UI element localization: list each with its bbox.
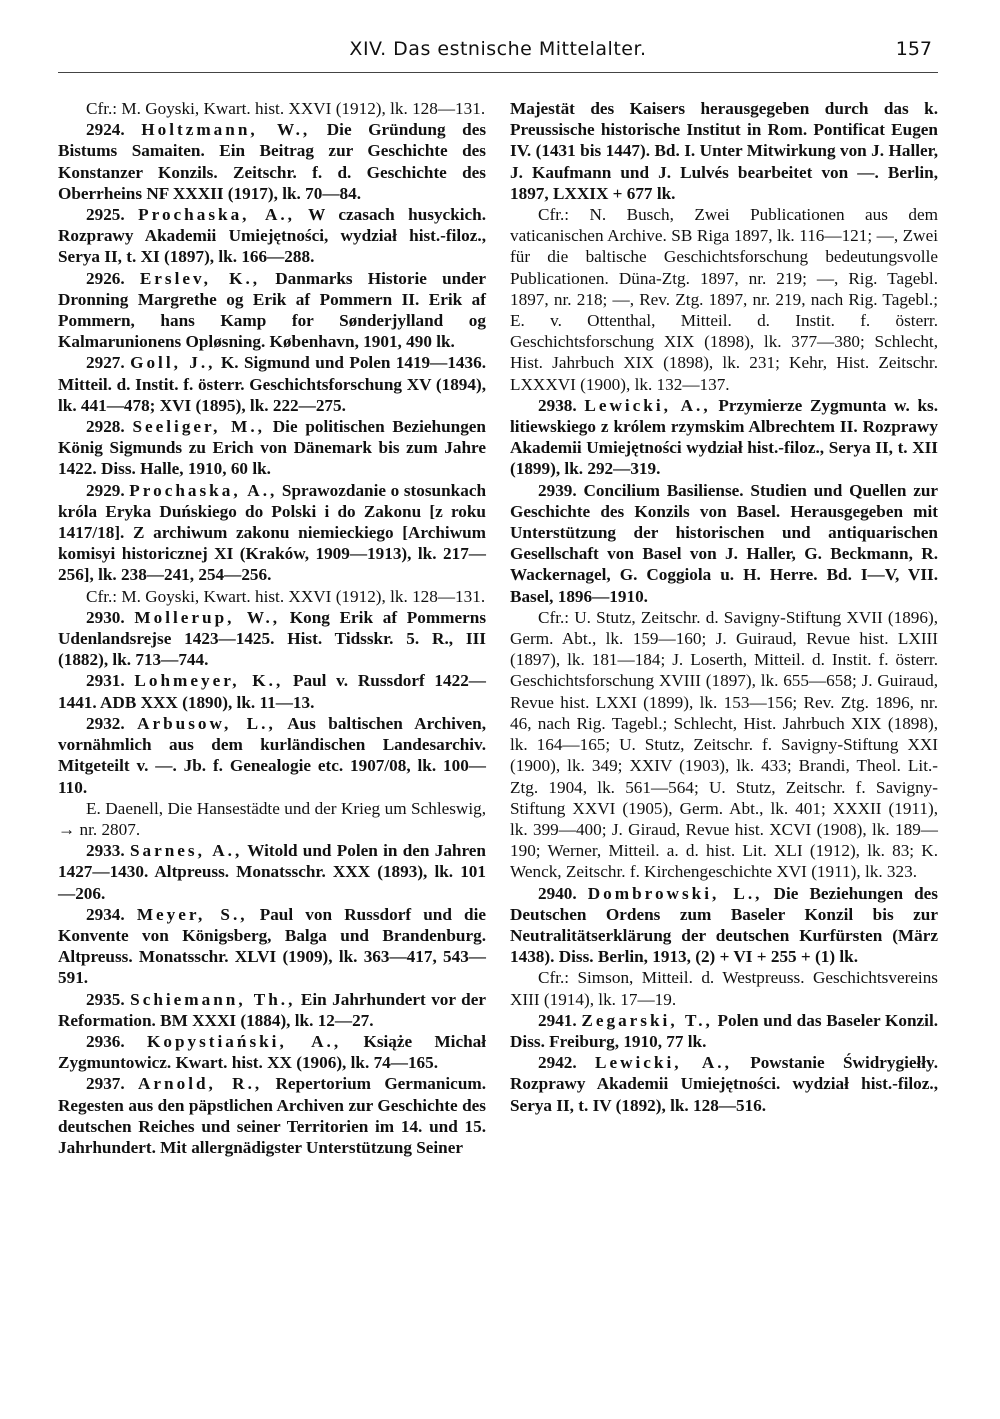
note-paragraph — [510, 967, 938, 1009]
entry-text: Danmarks Historie under Dronning Margrethe og Erik af Pommern II. Erik af Pommern, hans Kamp for Sønderjylland og Kalmarunionens Opløsning. København, 1901, 490 lk. — [58, 268, 487, 352]
bibliography-entry — [58, 416, 486, 480]
bibliography-entry — [58, 352, 486, 416]
entry-number: 2927. — [86, 353, 125, 373]
entry-author: Seeliger, M., — [132, 417, 265, 437]
entry-author: Dombrowski, L., — [587, 883, 763, 903]
entry-text: Repertorium Germanicum. Regesten aus den päpstlichen Archiven zur Geschichte des deutschen Reiches und seiner Territorien im 14. und 15. Jahrhundert. Mit allergnädigster Unterstützung Seiner — [58, 1074, 486, 1157]
note-paragraph — [510, 204, 938, 395]
entry-text: Aus baltischen Archiven, vornähmlich aus dem kurländischen Landesarchiv. Mitgeteilt v. —. Jb. f. Genealogie etc. 1907/08, lk. 100—110. — [58, 713, 486, 797]
entry-author: Zegarski, T., — [581, 1010, 713, 1030]
bibliography-entry — [58, 204, 486, 268]
entry-author: Goll, J., — [130, 353, 216, 373]
entry-author: Lewicki, A., — [594, 1053, 732, 1073]
note-paragraph — [58, 586, 486, 607]
bibliography-entry — [510, 1052, 938, 1116]
entry-author: Schiemann, Th., — [130, 989, 296, 1009]
bibliography-entry — [58, 840, 486, 904]
entry-text: Powstanie Świdrygiełły. Rozprawy Akademii Umiejętności. wydział hist.-filoz., Serya II, t. IV (1892), lk. 128—516. — [510, 1053, 938, 1115]
bibliography-entry — [510, 480, 938, 607]
bibliography-entry — [58, 904, 486, 989]
entry-text: Przymierze Zygmunta w. ks. litiewskiego z królem rzymskim Albrechtem II. Rozprawy Akademii Umiejętności wydział hist.-filoz., Serya II, t. XII (1899), lk. 292—319. — [510, 395, 939, 479]
entry-author: Mollerup, W., — [134, 607, 281, 627]
note-paragraph — [58, 98, 486, 119]
entry-text: Sprawozdanie o stosunkach króla Eryka Duńskiego do Polski i do Zakonu [z roku 1417/18]. Z archiwum zakonu niemieckiego [Archiwum komisyi historicznej XI (Kraków, 1909—1913), lk. 217—256], lk. 238—241, 254—256. — [58, 480, 487, 585]
bibliography-entry — [58, 670, 486, 712]
note-text: Cfr.: U. Stutz, Zeitschr. d. Savigny-Stiftung XVII (1896), Germ. Abt., lk. 159—160; J. Guiraud, Revue hist. LXIII (1897), lk. 181—184; J. Loserth, Mitteil. d. Instit. f. österr. Geschichtsforschung XVIII (1897), lk. 655—658; J. Guiraud, Revue hist. LXXI (1899), lk. 153—156; Rev. Ztg. 1896, nr. 46, nach Rig. Tagebl.; Schlecht, Hist. Jahrbuch XIX (1898), lk. 164—165; U. Stutz, Zeitschr. f. Savigny-Stiftung XXI (1900), lk. 349; XXIV (1903), lk. 433; Brandi, Theol. Lit.-Ztg. 1904, lk. 561—564; U. Stutz, Zeitschr. f. Savigny-Stiftung XXVI (1905), Germ. Abt., lk. 401; XXXII (1911), lk. 399—400; J. Giraud, Revue hist. XCVI (1908), lk. 189—190; Werner, Mitteil. a. d. hist. Lit. XLI (1912), lk. 83; K. Wenck, Zeitschr. f. Kirchengeschichte XVI (1911), lk. 323. — [510, 607, 938, 882]
entry-number: 2941. — [538, 1010, 577, 1030]
note-text: Cfr.: N. Busch, Zwei Publicationen aus dem vaticanischen Archive. SB Riga 1897, lk. 116—121; —, Zwei für die baltische Geschichtsforschung bedeutungsvolle Publicationen. Düna-Ztg. 1897, nr. 219; —, Rig. Tagebl. 1897, nr. 218; —, Rev. Ztg. 1897, nr. 219, nach Rig. Tagebl.; E. v. Ottenthal, Mitteil. d. Instit. f. österr. Geschichtsforschung XIX (1898), lk. 377—380; Schlecht, Hist. Jahrbuch XIX (1898), lk. 231; Kehr, Hist. Zeitschr. LXXXVI (1900), lk. 132—137. — [510, 205, 938, 394]
entry-author: Lewicki, A., — [584, 395, 711, 415]
entry-number: 2938. — [538, 395, 577, 415]
bibliography-entry — [510, 395, 938, 480]
entry-number: 2935. — [86, 989, 125, 1009]
bibliography-entry — [58, 989, 486, 1031]
entry-number: 2925. — [86, 205, 125, 225]
entry-number: 2942. — [538, 1053, 577, 1073]
bibliography-entry — [58, 268, 486, 353]
entry-author: Arbusow, L., — [137, 713, 276, 733]
entry-author: Prochaska, A., — [129, 480, 278, 500]
entry-number: 2928. — [86, 417, 125, 437]
entry-number: 2931. — [86, 671, 125, 691]
entry-author: Lohmeyer, K., — [134, 671, 284, 691]
entry-text: W czasach husyckich. Rozprawy Akademii Umiejętności, wydział hist.-filoz., Serya II, t. XI (1897), lk. 166—288. — [58, 205, 487, 267]
note-text: Cfr.: M. Goyski, Kwart. hist. XXVI (1912), lk. 128—131. — [86, 586, 486, 606]
entry-text: Kong Erik af Pommerns Udenlandsrejse 1423—1425. Hist. Tidsskr. 5. R., III (1882), lk. 713—744. — [58, 607, 487, 670]
entry-text: Concilium Basiliense. Studien und Quellen zur Geschichte des Konzils von Basel. Herausgegeben mit Unterstützung der historischen und antiquarischen Gesellschaft von Basel von J. Haller, G. Beckmann, R. Wackernagel, G. Coggiola u. H. Herre. Bd. I—V, VII. Basel, 1896—1910. — [510, 480, 939, 606]
entry-number: 2934. — [86, 904, 125, 924]
entry-text: Ein Jahrhundert vor der Reformation. BM XXXI (1884), lk. 12—27. — [58, 989, 486, 1030]
left-column — [58, 98, 486, 1158]
bibliography-entry — [58, 119, 486, 204]
bibliography-entry — [510, 1010, 938, 1052]
entry-number: 2937. — [86, 1074, 125, 1094]
note-paragraph — [58, 798, 486, 840]
entry-author: Erslev, K., — [139, 268, 261, 288]
note-text: Cfr.: M. Goyski, Kwart. hist. XXVI (1912), lk. 128—131. — [86, 99, 486, 118]
entry-number: 2926. — [86, 268, 125, 288]
page-header — [58, 30, 938, 72]
bibliography-entry — [58, 607, 486, 671]
entry-text: Die Beziehungen des Deutschen Ordens zum Baseler Konzil bis zur Neutralitätserklärung der deutschen Kurfürsten (März 1438). Diss. Berlin, 1913, (2) + VI + 255 + (1) lk. — [510, 883, 939, 967]
entry-number: 2936. — [86, 1031, 125, 1051]
entry-text: Książe Michał Zygmuntowicz. Kwart. hist. XX (1906), lk. 74—165. — [58, 1031, 486, 1073]
right-column — [510, 98, 938, 1116]
entry-text: Die Gründung des Bistums Samaiten. Ein Beitrag zur Geschichte des Konstanzer Konzils. Zeitschr. f. d. Geschichte des Oberrheins NF XXXII (1917), lk. 70—84. — [58, 120, 487, 203]
page-number: 157 — [895, 38, 932, 60]
entry-author: Arnold, R., — [138, 1074, 263, 1094]
entry-text: Paul von Russdorf und die Konvente von Königsberg, Balga und Brandenburg. Altpreuss. Monatsschr. XLVI (1909), lk. 363—417, 543—591. — [58, 904, 486, 988]
bibliography-entry — [58, 1073, 486, 1158]
running-title: XIV. Das estnische Mittelalter. — [349, 38, 647, 60]
bibliography-entry — [58, 1031, 486, 1073]
entry-text: Witold und Polen in den Jahren 1427—1430. Altpreuss. Monatsschr. XXX (1893), lk. 101—206. — [58, 841, 486, 903]
entry-author: Prochaska, A., — [138, 205, 295, 225]
entry-number: 2939. — [538, 480, 577, 500]
entry-number: 2929. — [86, 480, 125, 500]
entry-text: Die politischen Beziehungen König Sigmunds zu Erich von Dänemark bis zum Jahre 1422. Diss. Halle, 1910, 60 lk. — [58, 417, 486, 479]
header-rule — [58, 72, 938, 73]
bibliography-entry — [58, 713, 486, 798]
entry-text: Paul v. Russdorf 1422—1441. ADB XXX (1890), lk. 11—13. — [58, 671, 486, 712]
entry-text: K. Sigmund und Polen 1419—1436. Mitteil. d. Instit. f. österr. Geschichtsforschung XV (1894), lk. 441—478; XVI (1895), lk. 222—275. — [58, 353, 487, 415]
entry-number: 2933. — [86, 841, 125, 861]
bibliography-entry — [510, 883, 938, 968]
bibliography-entry — [58, 480, 486, 586]
entry-number: 2930. — [86, 607, 125, 627]
entry-number: 2932. — [86, 713, 125, 733]
entry-number: 2924. — [86, 120, 125, 140]
entry-text: Polen und das Baseler Konzil. Diss. Freiburg, 1910, 77 lk. — [510, 1010, 939, 1051]
note-text: Cfr.: Simson, Mitteil. d. Westpreuss. Geschichtsvereins XIII (1914), lk. 17—19. — [510, 968, 938, 1009]
entry-author: Holtzmann, W., — [141, 120, 311, 140]
entry-author: Kopystiański, A., — [146, 1031, 342, 1051]
note-paragraph — [510, 607, 938, 883]
note-text: E. Daenell, Die Hansestädte und der Krieg um Schleswig, → nr. 2807. — [58, 798, 486, 839]
entry-author: Meyer, S., — [136, 904, 248, 924]
entry-text: Majestät des Kaisers herausgegeben durch das k. Preussische historische Institut in Rom. Pontificat Eugen IV. (1431 bis 1447). Bd. I. Unter Mitwirkung von J. Haller, J. Kaufmann und J. Lulvés bearbeitet von —. Berlin, 1897, LXXIX + 677 lk. — [510, 99, 938, 203]
entry-author: Sarnes, A., — [129, 841, 243, 861]
entry-continuation — [510, 98, 938, 204]
entry-number: 2940. — [538, 883, 577, 903]
